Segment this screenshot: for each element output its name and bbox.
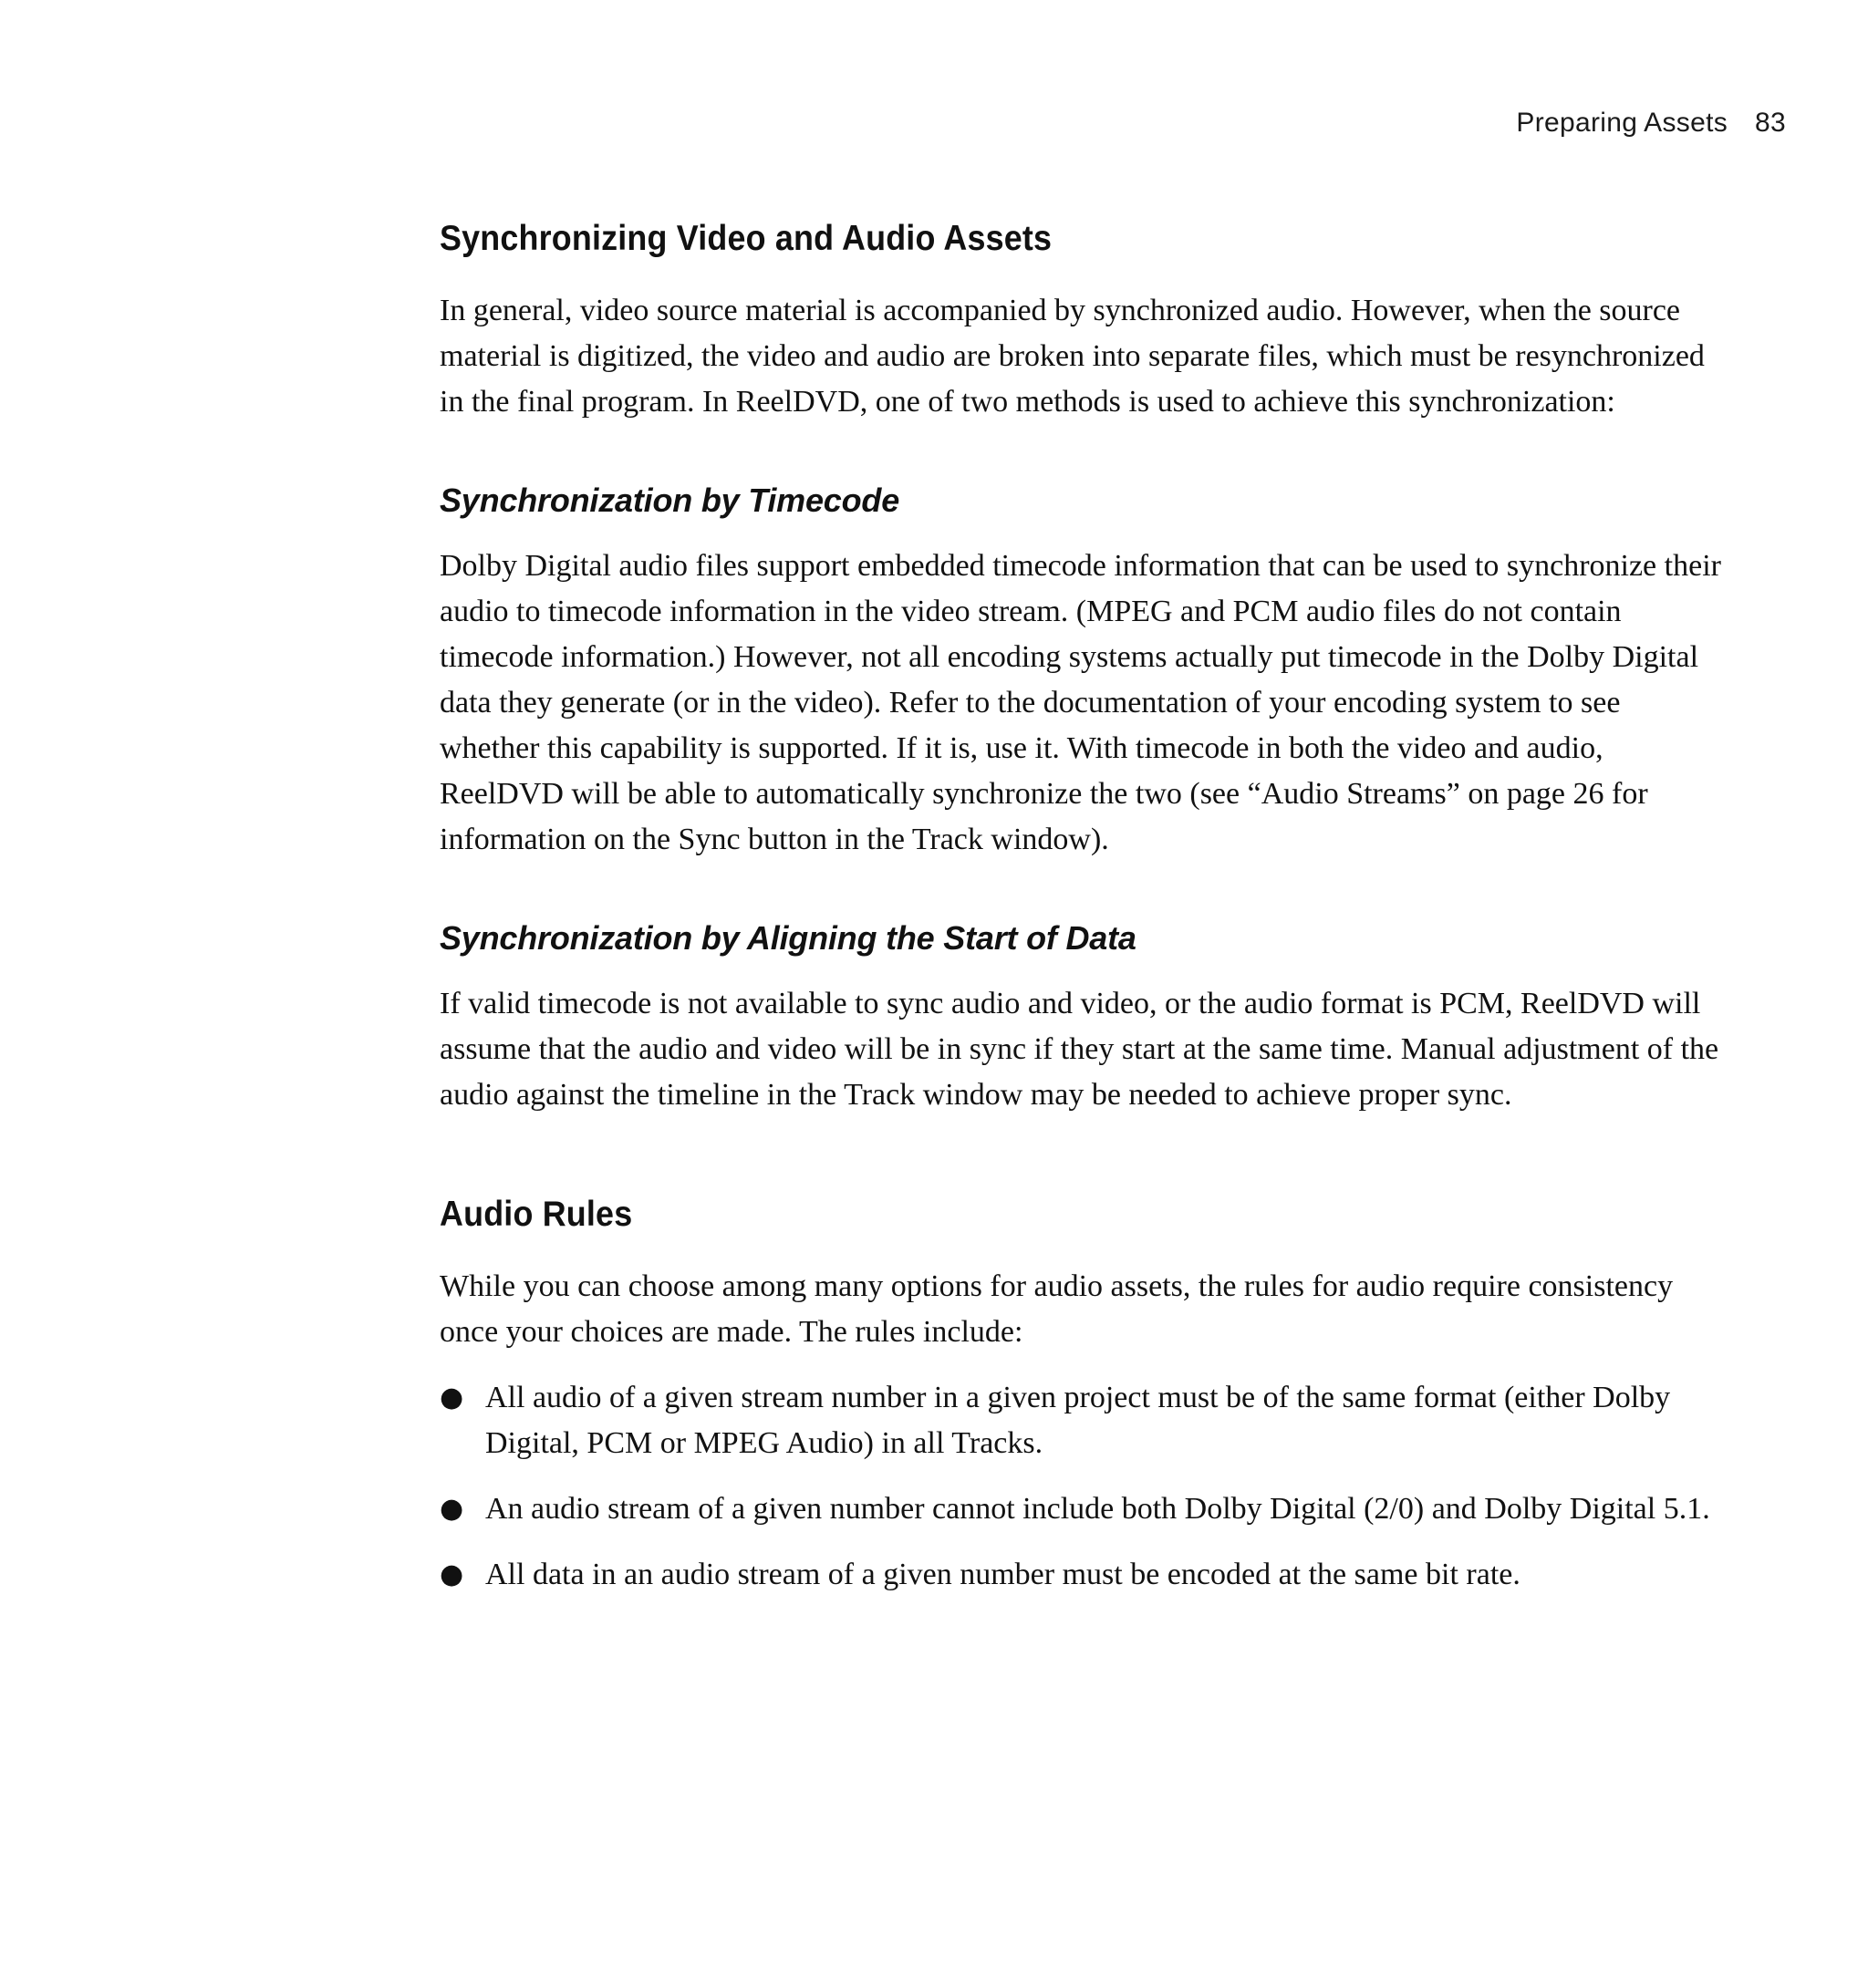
bullet-icon: ● [440, 1493, 464, 1525]
subheading-aligning-start: Synchronization by Aligning the Start of Data [440, 919, 1136, 957]
section-intro-audio-rules: While you can choose among many options for audio assets, the rules for audio require consistency once your choices are made. The rules include: [440, 1269, 1674, 1349]
list-item [440, 1486, 1728, 1532]
list-item-text: All data in an audio stream of a given number must be encoded at the same bit rate. [485, 1558, 1520, 1591]
bullet-icon: ● [440, 1382, 464, 1413]
list-item-text: An audio stream of a given number cannot include both Dolby Digital (2/0) and Dolby Digital 5.1. [485, 1492, 1710, 1526]
audio-rules-list [440, 1375, 1728, 1598]
list-item-text: All audio of a given stream number in a given project must be of the same format (either Dolby Digital, PCM or MPEG Audio) in all Tracks. [485, 1381, 1671, 1460]
paragraph-aligning-start: If valid timecode is not available to sync audio and video, or the audio format is PCM, ReelDVD will assume that the audio and video will be in sync if they start at the same time. Manual adjustment of the audio against the timeline in the Track window may be needed to achieve proper sync. [440, 987, 1719, 1112]
section-heading-audio-rules: Audio Rules [440, 1195, 633, 1234]
subheading-timecode: Synchronization by Timecode [440, 481, 900, 519]
running-header [1516, 108, 1786, 139]
bullet-icon: ● [440, 1558, 464, 1590]
paragraph-timecode: Dolby Digital audio files support embedded timecode information that can be used to synchronize their audio to timecode information in the video stream. (MPEG and PCM audio files do not contain timecode information.) However, not all encoding systems actually put timecode in the Dolby Digital data they generate (or in the video). Refer to the documentation of your encoding system to see whether this capability is supported. If it is, use it. With timecode in both the video and audio, ReelDVD will be able to automatically synchronize the two (see “Audio Streams” on page 26 for information on the Sync button in the Track window). [440, 549, 1721, 856]
section-intro-sync: In general, video source material is accompanied by synchronized audio. However, when the source material is digitized, the video and audio are broken into separate files, which must be resynchronized in the final program. In ReelDVD, one of two methods is used to achieve this synchronization: [440, 294, 1705, 419]
list-item [440, 1552, 1728, 1598]
list-item [440, 1375, 1728, 1466]
page-content [440, 219, 1728, 1618]
running-header-title: Preparing Assets [1516, 108, 1728, 138]
page-number: 83 [1755, 108, 1786, 138]
section-heading-sync: Synchronizing Video and Audio Assets [440, 219, 1053, 258]
